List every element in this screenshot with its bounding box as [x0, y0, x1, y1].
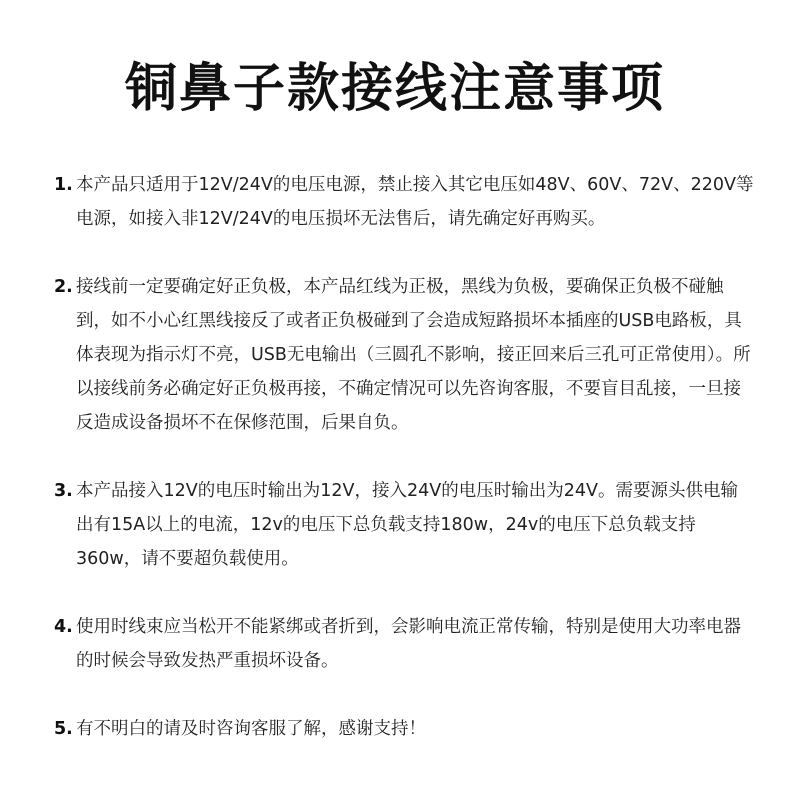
note-number: 2.	[54, 277, 73, 297]
note-number: 3.	[54, 481, 73, 501]
note-item-2	[54, 270, 754, 440]
note-text: 接线前一定要确定好正负极，本产品红线为正极，黑线为负极，要确保正负极不碰触到，如不小心红黑线接反了或者正负极碰到了会造成短路损坏本插座的USB电路板，具体表现为指示灯不亮，USB无电输出（三圆孔不影响，接正回来后三孔可正常使用）。所以接线前务必确定好正负极再接，不确定情况可以先咨询客服，不要盲目乱接，一旦接反造成设备损坏不在保修范围，后果自负。	[76, 277, 751, 433]
note-number: 1.	[54, 175, 73, 195]
note-text: 使用时线束应当松开不能紧绑或者折到，会影响电流正常传输，特别是使用大功率电器的时候会导致发热严重损坏设备。	[76, 617, 741, 671]
note-item-4	[54, 610, 754, 678]
note-item-1	[54, 168, 754, 236]
notes-list	[54, 168, 754, 780]
note-item-5	[54, 712, 754, 746]
note-number: 5.	[54, 719, 73, 739]
note-text: 有不明白的请及时咨询客服了解，感谢支持！	[76, 719, 426, 739]
page-title: 铜鼻子款接线注意事项	[124, 59, 665, 119]
note-number: 4.	[54, 617, 73, 637]
note-item-3	[54, 474, 754, 576]
note-text: 本产品只适用于12V/24V的电压电源，禁止接入其它电压如48V、60V、72V、220V等电源，如接入非12V/24V的电压损坏无法售后，请先确定好再购买。	[76, 175, 754, 229]
note-text: 本产品接入12V的电压时输出为12V，接入24V的电压时输出为24V。需要源头供电输出有15A以上的电流，12v的电压下总负载支持180w，24v的电压下总负载支持360w，请不要超负载使用。	[76, 481, 738, 569]
